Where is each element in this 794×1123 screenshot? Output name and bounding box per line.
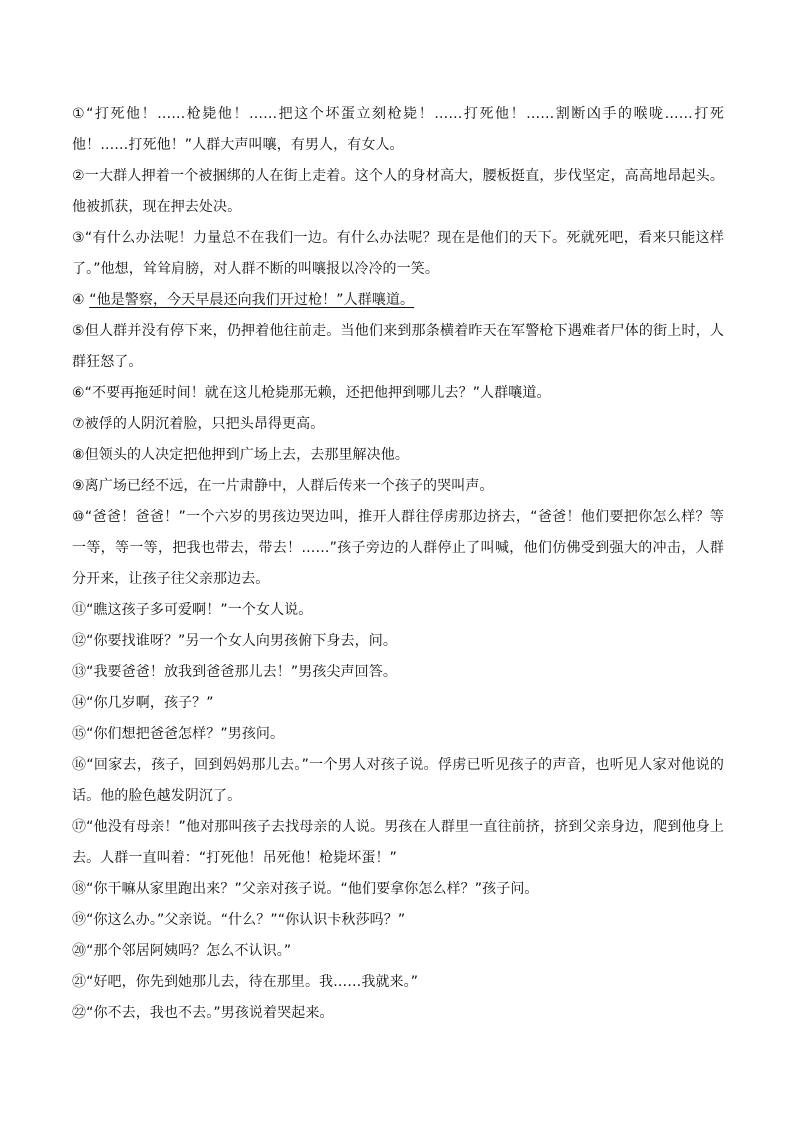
paragraph — [72, 223, 724, 285]
paragraph-text: “他是警察，今天早晨还向我们开过枪！”人群嚷道。 — [89, 292, 415, 308]
paragraph-number: ② — [72, 168, 85, 184]
paragraph-text: “你干嘛从家里跑出来？”父亲对孩子说。“他们要拿你怎么样？”孩子问。 — [86, 881, 539, 897]
paragraph — [72, 967, 724, 998]
paragraph-text: 一大群人押着一个被捆绑的人在街上走着。这个人的身材高大，腰板挺直，步伐坚定，高高地昂起头。他被抓获，现在押去处决。 — [72, 168, 724, 215]
paragraph-number: ⑤ — [72, 323, 85, 339]
paragraph-text: “你不去，我也不去。”男孩说着哭起来。 — [86, 1005, 334, 1021]
story-text — [72, 99, 724, 1029]
paragraph — [72, 440, 724, 471]
paragraph-number: ① — [72, 106, 87, 122]
paragraph-number: ⑳ — [72, 943, 87, 959]
paragraph-text: “爸爸！爸爸！”一个六岁的男孩边哭边叫，推开人群往俘虏那边挤去，“爸爸！他们要把你怎么样？等一等，等一等，把我也带去，带去！……”孩子旁边的人群停止了叫喊，他们仿佛受到强大的冲击，人群分开来，让孩子往父亲那边去。 — [72, 509, 724, 587]
paragraph — [72, 719, 724, 750]
paragraph-number: ⑪ — [72, 602, 87, 618]
paragraph — [72, 626, 724, 657]
paragraph — [72, 998, 724, 1029]
paragraph-text: “有什么办法呢！力量总不在我们一边。有什么办法呢？现在是他们的天下。死就死吧，看来只能这样了。”他想，耸耸肩膀，对人群不断的叫嚷报以冷冷的一笑。 — [72, 230, 725, 277]
paragraph-number: ⑨ — [72, 478, 85, 494]
paragraph-text: “他没有母亲！”他对那叫孩子去找母亲的人说。男孩在人群里一直往前挤，挤到父亲身边，爬到他身上去。人群一直叫着：“打死他！吊死他！枪毙坏蛋！” — [72, 819, 724, 866]
paragraph-text: 但领头的人决定把他押到广场上去，去那里解决他。 — [84, 447, 409, 463]
paragraph — [72, 316, 724, 378]
paragraph-number: ㉑ — [72, 974, 87, 990]
paragraph-number: ⑧ — [72, 447, 85, 463]
paragraph-number: ⑱ — [72, 881, 87, 897]
paragraph-text: 离广场已经不远，在一片肃静中，人群后传来一个孩子的哭叫声。 — [84, 478, 494, 494]
paragraph-number: ㉒ — [72, 1005, 87, 1021]
paragraph — [72, 378, 724, 409]
paragraph-number: ⑫ — [72, 633, 87, 649]
paragraph — [72, 409, 724, 440]
paragraph — [72, 936, 724, 967]
paragraph — [72, 502, 724, 595]
paragraph-number: ⑦ — [72, 416, 85, 432]
paragraph-number: ⑩ — [72, 509, 85, 525]
paragraph-number: ③ — [72, 230, 85, 246]
paragraph-text: “回家去，孩子，回到妈妈那儿去。”一个男人对孩子说。俘虏已听见孩子的声音，也听见人家对他说的话。他的脸色越发阴沉了。 — [72, 757, 724, 804]
paragraph — [72, 657, 724, 688]
paragraph-number: ④ — [72, 292, 85, 308]
paragraph — [72, 471, 724, 502]
paragraph — [72, 750, 724, 812]
paragraph-text: 但人群并没有停下来，仍押着他往前走。当他们来到那条横着昨天在军警枪下遇难者尸体的街上时，人群狂怒了。 — [72, 323, 724, 370]
paragraph — [72, 595, 724, 626]
paragraph-number: ⑥ — [72, 385, 85, 401]
paragraph — [72, 99, 724, 161]
paragraph — [72, 812, 724, 874]
paragraph — [72, 161, 724, 223]
paragraph — [72, 874, 724, 905]
paragraph-number: ⑲ — [72, 912, 87, 928]
paragraph-text: 被俘的人阴沉着脸，只把头昂得更高。 — [84, 416, 325, 432]
paragraph-number: ⑯ — [72, 757, 87, 773]
paragraph-text: “好吧，你先到她那儿去，待在那里。我……我就来。” — [86, 974, 419, 990]
paragraph-text: “你们想把爸爸怎样？”男孩问。 — [86, 726, 285, 742]
paragraph-number: ⑮ — [72, 726, 87, 742]
paragraph-text: “打死他！……枪毙他！……把这个坏蛋立刻枪毙！……打死他！……割断凶手的喉咙……打死他！……打死他！”人群大声叫嚷，有男人，有女人。 — [72, 106, 724, 153]
paragraph-text: “你这么办。”父亲说。“什么？”“你认识卡秋莎吗？” — [86, 912, 406, 928]
paragraph-text: “那个邻居阿姨吗？怎么不认识。” — [86, 943, 292, 959]
paragraph-text: “不要再拖延时间！就在这儿枪毙那无赖，还把他押到哪儿去？”人群嚷道。 — [84, 385, 551, 401]
paragraph-text: “瞧这孩子多可爱啊！”一个女人说。 — [86, 602, 313, 618]
paragraph-text: “你几岁啊，孩子？” — [86, 695, 214, 711]
paragraph-text: “你要找谁呀？”另一个女人向男孩俯下身去，问。 — [86, 633, 397, 649]
paragraph-number: ⑬ — [72, 664, 87, 680]
paragraph-underlined — [72, 285, 724, 316]
paragraph-number: ⑰ — [72, 819, 87, 835]
paragraph — [72, 688, 724, 719]
paragraph-text: “我要爸爸！放我到爸爸那儿去！”男孩尖声回答。 — [86, 664, 397, 680]
paragraph — [72, 905, 724, 936]
paragraph-number: ⑭ — [72, 695, 87, 711]
